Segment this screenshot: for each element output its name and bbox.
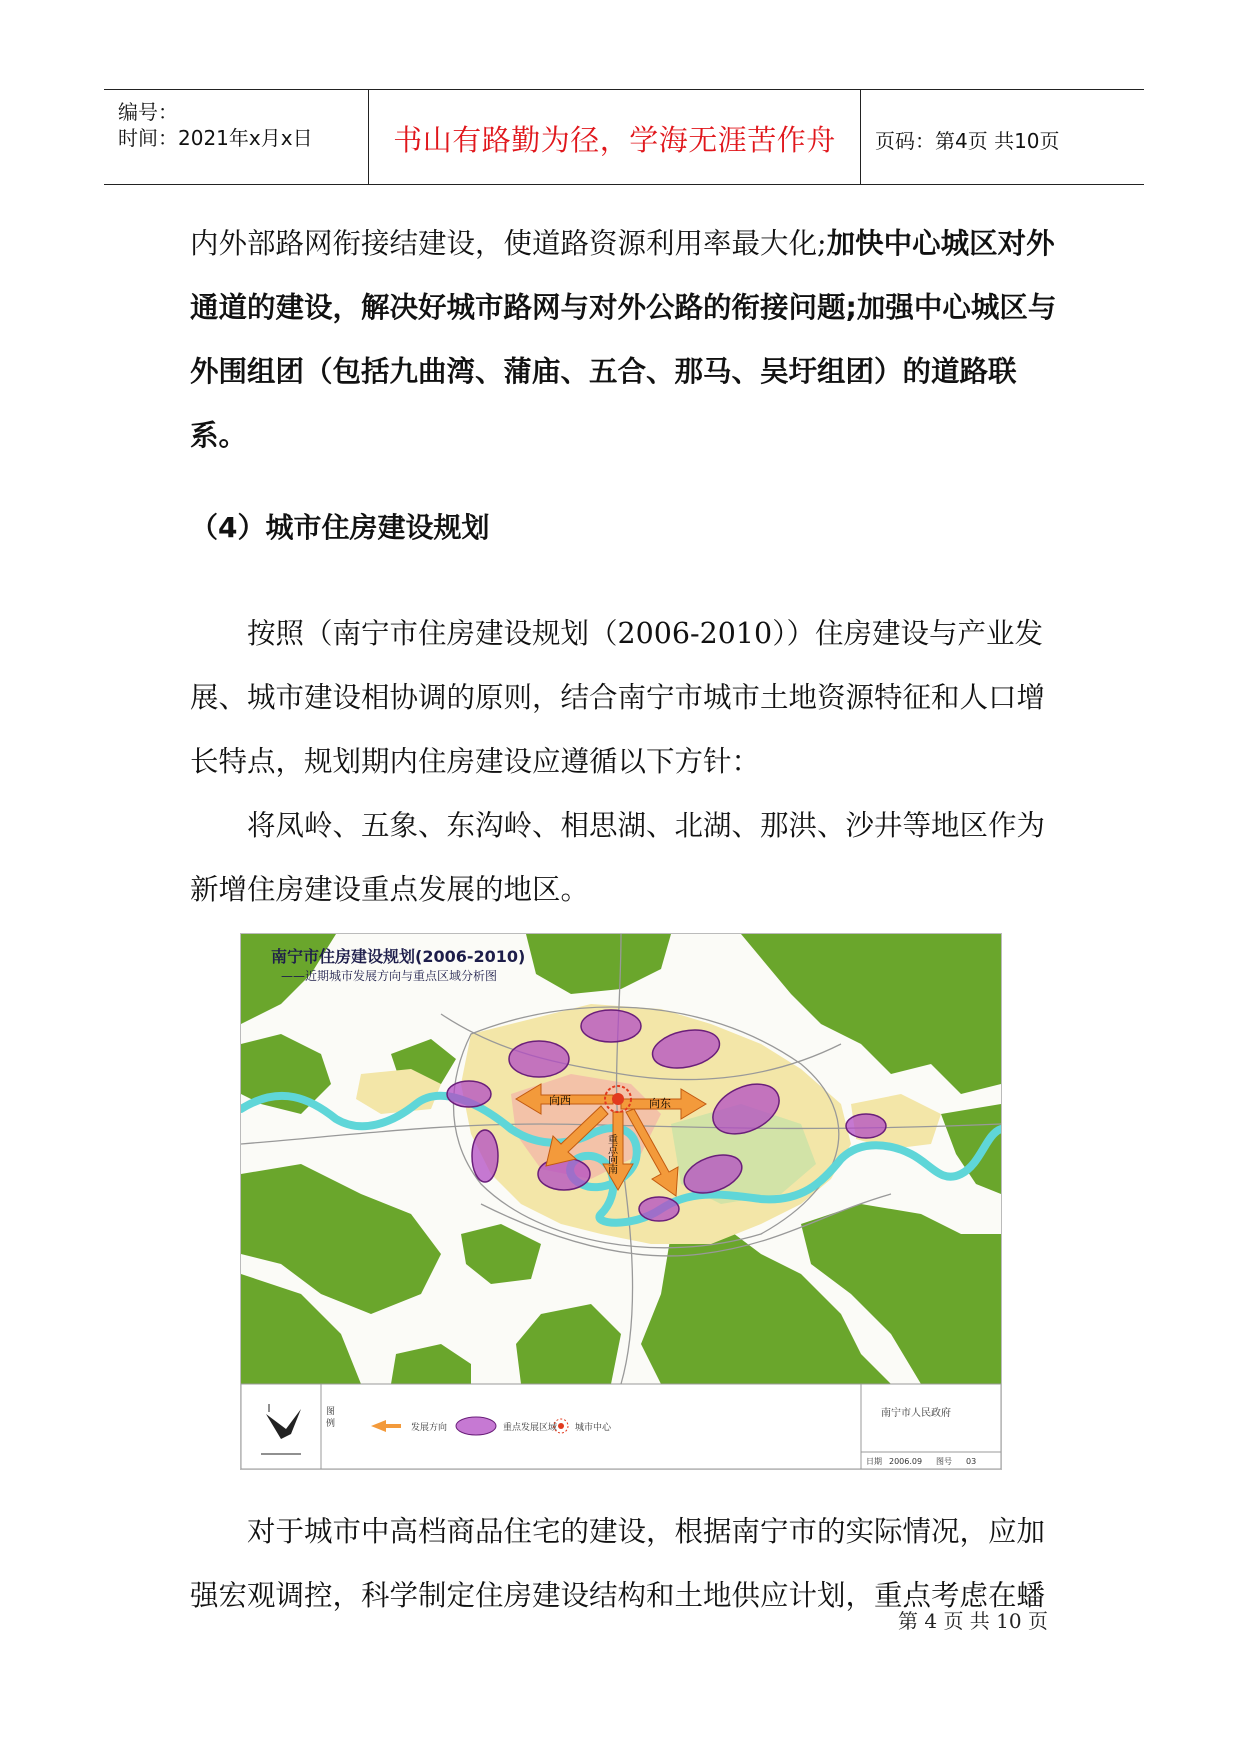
document-header	[104, 89, 1144, 185]
map-fig-value: 03	[966, 1457, 977, 1466]
paragraph-road-network-normal: 内外部路网衔接结建设，使道路资源利用率最大化;	[190, 227, 827, 260]
header-meta-cell	[104, 90, 369, 184]
header-page-cell	[861, 90, 1144, 184]
map-subtitle: ——近期城市发展方向与重点区域分析图	[281, 969, 498, 983]
paragraph-key-areas: 将凤岭、五象、东沟岭、相思湖、北湖、那洪、沙井等地区作为新增住房建设重点发展的地区。	[190, 809, 1046, 906]
legend-zone-icon	[456, 1417, 496, 1435]
paragraph-road-network-bold: 加快中心城区对外通道的建设，解决好城市路网与对外公路的衔接问题;加强中心城区与外围组团（包括九曲湾、蒲庙、五合、那马、吴圩组团）的道路联系。	[190, 227, 1057, 452]
legend-item-zone: 重点发展区域	[503, 1423, 558, 1433]
map-date-value: 2006.09	[889, 1457, 923, 1466]
serial-label: 编号：	[118, 100, 178, 124]
arrow-label-west: 向西	[549, 1094, 571, 1107]
arrow-label-east: 向东	[649, 1097, 671, 1110]
legend-item-direction: 发展方向	[411, 1423, 448, 1433]
paragraph-road-network	[190, 212, 1060, 468]
section-heading-housing: （4）城市住房建设规划	[190, 511, 490, 544]
page-footer: 第 4 页 共 10 页	[898, 1609, 1048, 1633]
motto-text: 书山有路勤为径，学海无涯苦作舟	[393, 123, 836, 157]
legend-bar	[241, 1384, 1001, 1469]
paragraph-high-end-housing: 对于城市中高档商品住宅的建设，根据南宁市的实际情况，应加强宏观调控，科学制定住房建设结构和土地供应计划，重点考虑在蟠	[190, 1515, 1046, 1612]
housing-plan-map	[240, 933, 1002, 1470]
legend-item-center: 城市中心	[575, 1423, 612, 1433]
map-canvas	[241, 934, 1001, 1469]
map-date-label: 日期	[866, 1457, 882, 1466]
page-label: 页码：第4页 共10页	[875, 129, 1060, 153]
map-title: 南宁市住房建设规划(2006-2010)	[271, 947, 526, 966]
map-fig-label: 图号	[936, 1457, 952, 1466]
map-authority: 南宁市人民政府	[881, 1408, 951, 1419]
arrow-label-south: 重点向南	[605, 1134, 617, 1174]
paragraph-housing-principle: 按照（南宁市住房建设规划（2006-2010））住房建设与产业发展、城市建设相协调的原则，结合南宁市城市土地资源特征和人口增长特点，规划期内住房建设应遵循以下方针：	[190, 617, 1046, 778]
legend-label: 图 例	[324, 1406, 334, 1427]
time-label: 时间：2021年x月x日	[118, 126, 313, 150]
header-motto-cell	[369, 90, 861, 184]
